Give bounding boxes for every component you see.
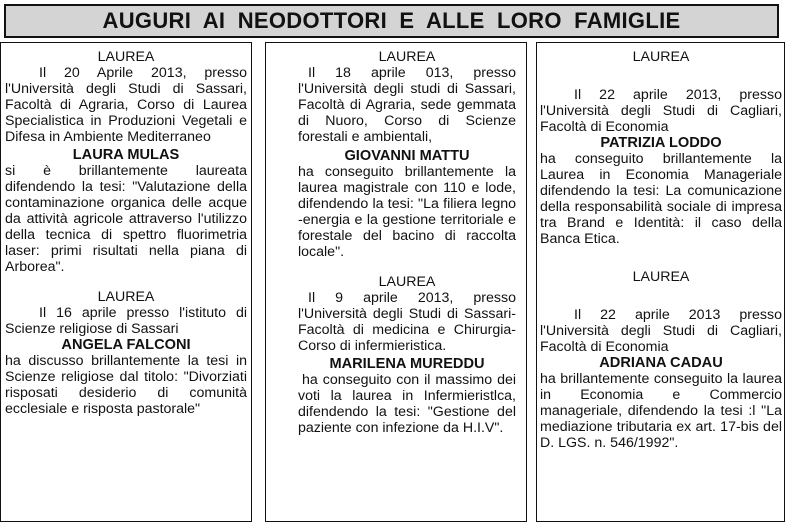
announcement-heading: LAUREA <box>632 269 690 285</box>
graduate-name: LAURA MULAS <box>72 147 180 163</box>
announcement-intro: Il 9 aprile 2013, presso l'Università degli Studi di Sassari- Facoltà di medicina e Chirurgia- Corso di infermieristica. <box>298 290 516 354</box>
column-2 <box>265 42 527 522</box>
announcement-patrizia-loddo <box>540 49 782 247</box>
announcement-body: si è brillantemente laureata difendendo la tesi: "Valutazione della contaminazione organica delle acque da attività agricole attraverso l'utilizzo della tecnica di spettro fluorimetria laser: primi risultati nella piana di Arborea". <box>5 163 247 275</box>
graduate-name: ANGELA FALCONI <box>61 337 191 353</box>
page-banner <box>4 4 779 38</box>
announcement-intro: Il 16 aprile presso l'istituto di Scienze religiose di Sassari <box>5 305 247 337</box>
column-3 <box>536 42 785 522</box>
announcement-heading: LAUREA <box>378 274 436 290</box>
announcement-heading: LAUREA <box>632 49 690 65</box>
announcement-heading: LAUREA <box>378 49 436 65</box>
announcement-intro: Il 20 Aprile 2013, presso l'Università degli Studi di Sassari, Facoltà di Agraria, Corso di Laurea Specialistica in Produzioni Vegetali e Difesa in Ambiente Mediterraneo <box>5 65 247 145</box>
announcement-body: ha brillantemente conseguito la laurea in Economia e Commercio manageriale, difendendo la tesi :l "La mediazione tributaria ex art. 17-bis del D. LGS. n. 546/1992". <box>540 371 782 451</box>
announcement-angela-falconi <box>5 289 247 417</box>
announcement-body: ha conseguito con il massimo dei voti la laurea in Infermieristlca, difendendo la tesi: "Gestione del paziente con infezione da H.I.V". <box>298 372 516 436</box>
announcement-body: ha conseguito brillantemente la Laurea in Economia Manageriale difendendo la tesi: La comunicazione della responsabilità sociale di impresa tra Brand e Identità: il caso della Banca Etica. <box>540 151 782 247</box>
announcement-adriana-cadau <box>540 269 782 451</box>
announcement-body: ha conseguito brillantemente la laurea magistrale con 110 e lode, difendendo la tesi: "La filiera legno -energia e la gestione territoriale e forestale del bacino di raccolta locale". <box>298 164 516 260</box>
announcement-body: ha discusso brillantemente la tesi in Scienze religiose dal titolo: "Divorziati risposati desiderio di comunità ecclesiale e risposta pastorale" <box>5 353 247 417</box>
graduate-name: MARILENA MUREDDU <box>329 356 485 372</box>
graduate-name: ADRIANA CADAU <box>599 355 723 371</box>
graduate-name: PATRIZIA LODDO <box>600 135 722 151</box>
announcement-heading: LAUREA <box>97 49 155 65</box>
announcement-marilena-mureddu <box>298 274 516 436</box>
announcement-heading: LAUREA <box>97 289 155 305</box>
announcement-laura-mulas <box>5 49 247 275</box>
announcement-intro: Il 22 aprile 2013 presso l'Università degli Studi di Cagliari, Facoltà di Economia <box>540 307 782 355</box>
announcement-intro: Il 22 aprile 2013, presso l'Università degli Studi di Cagliari, Facoltà di Economia <box>540 87 782 135</box>
banner-title: AUGURI AI NEODOTTORI E ALLE LORO FAMIGLIE <box>102 8 681 33</box>
announcement-giovanni-mattu <box>298 49 516 260</box>
column-1 <box>0 42 252 522</box>
announcement-intro: Il 18 aprile 013, presso l'Università degli studi di Sassari, Facoltà di Agraria, sede gemmata di Nuoro, Corso di Scienze forestali e ambientali, <box>298 65 516 145</box>
graduate-name: GIOVANNI MATTU <box>344 148 470 164</box>
